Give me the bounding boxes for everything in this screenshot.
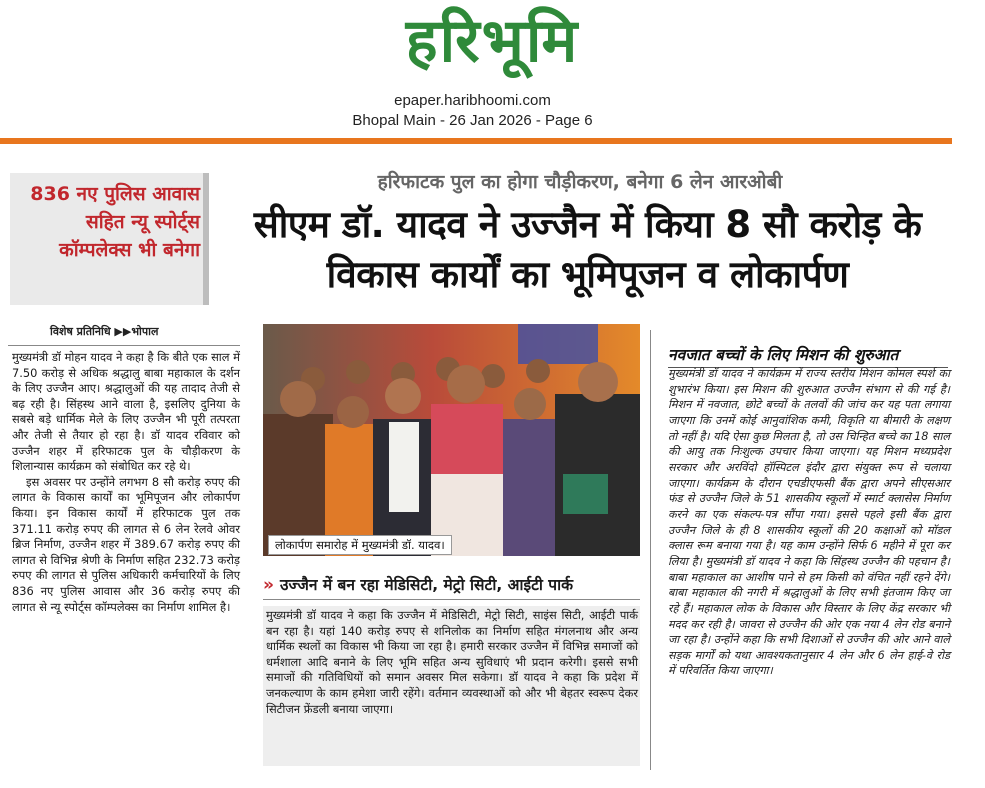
site-url[interactable]: epaper.haribhoomi.com <box>394 92 551 109</box>
photo-caption: लोकार्पण समारोह में मुख्यमंत्री डॉ. यादव। <box>268 535 452 555</box>
masthead-logo: हरिभूमि <box>405 6 580 76</box>
story-subhead <box>263 572 640 598</box>
subhead-text: उज्जैन में बन रहा मेडिसिटी, मेट्रो सिटी, आईटी पार्क <box>279 576 574 594</box>
right-column-title: नवजात बच्चों के लिए मिशन की शुरुआत <box>668 343 948 368</box>
byline-rule <box>8 345 240 346</box>
byline: विशेष प्रतिनिधि ▶▶भोपाल <box>50 325 159 338</box>
double-chevron-icon: » <box>263 575 274 595</box>
masthead-rule <box>0 138 952 144</box>
story-kicker: हरिफाटक पुल का होगा चौड़ीकरण, बनेगा 6 लेन आरओबी <box>377 171 783 193</box>
story-headline: सीएम डॉ. यादव ने उज्जैन में किया 8 सौ करोड़ के विकास कार्यों का भूमिपूजन व लोकार्पण <box>253 203 922 296</box>
highlight-box-edge <box>203 173 209 305</box>
column-divider <box>650 330 651 770</box>
highlight-text: 836 नए पुलिस आवास सहित न्यू स्पोर्ट्स कॉम्पलेक्स भी बनेगा <box>30 183 200 261</box>
right-column-text: मुख्यमंत्री डॉ यादव ने कार्यक्रम में राज्य स्तरीय मिशन कोमल स्पर्श का शुभारंभ किया। इस मिशन की शुरुआत उज्जैन संभाग से की गई है। मिशन में नवजात, छोटे बच्चों के तलवों की जांच कर यह पता लगाया जाएगा कि उनमें कोई आनुवांशिक कमी, विकृति या बीमारी के लक्षण तो नहीं है। यदि ऐसा कुछ मिलता है, तो उस चिन्हित बच्चे का 18 साल की आयु तक निःशुल्क उपचार किया जाएगा। यह मिशन मध्यप्रदेश सरकार और अरविंदो हॉस्पिटल इंदौर द्वारा संयुक्त रूप से चलाया जाएगा। कार्यक्रम के दौरान एचडीएफसी बैंक द्वारा अपने सीएसआर फंड से उज्जैन जिले के 51 शासकीय स्कूलों में स्मार्ट क्लासेस निर्माण करने का एक संकल्प-पत्र सौंपा गया। इससे पहले इसी बैंक द्वारा उज्जैन जिले के ही 8 शासकीय स्कूलों की 20 कक्षाओं को मॉडल क्लास रूम बनाया गया है। यह काम उन्होंने सिर्फ 6 महीने में पूरा कर लिया है। मुख्यमंत्री डॉ यादव ने कहा कि सिंहस्थ उज्जैन की पहचान है। बाबा महाकाल का आशीष पाने से हम किसी को वंचित नहीं रहने देंगे। बाबा महाकाल की नगरी में श्रद्धालुओं के लिए सभी इंतजाम किए जा रहे हैं। महाकाल लोक के विकास और विस्तार के लिए केंद्र सरकार भी मदद कर रही है। जावरा से उज्जैन की ओर एक नया 4 लेन रोड बनाने जा रहा है। उन्होंने कहा कि सभी दिशाओं से उज्जैन की ओर आने वाले सड़क मार्गों को यथा आवश्यकतानुसार 4 लेन और 6 लेन हाई-वे रोड में परिवर्तित किया जाएगा। <box>668 367 951 678</box>
left-paragraph: मुख्यमंत्री डॉ मोहन यादव ने कहा है कि बीते एक साल में 7.50 करोड़ से अधिक श्रद्धालु बाबा महाकाल के दर्शन के लिए उज्जैन आए। श्रद्धालुओं की यह तादाद तेजी से बढ़ रही है। सिंहस्थ आने वाला है, इसलिए दुनिया के सबसे बड़े धार्मिक मेले के लिए उज्जैन भी पूरी तत्परता और तेजी से तैयार हो रहा है। डॉ यादव रविवार को उज्जैन शहर में हरिफाटक पुल के चौड़ीकरण के शिलान्यास कार्यक्रम को संबोधित कर रहे थे। <box>12 350 240 474</box>
crowd-photo-illustration <box>263 324 640 556</box>
mid-column-text: मुख्यमंत्री डॉ यादव ने कहा कि उज्जैन में मेडिसिटी, मेट्रो सिटी, साइंस सिटी, आईटी पार्क बन रहा है। यहां 140 करोड़ रुपए से शनिलोक का निर्माण सहित मंगलनाथ और अन्य धार्मिक स्थलों का विकास भी किया जा रहा है। हमारी सरकार उज्जैन में विभिन्न समाजों को धर्मशाला आदि बनाने के लिए भूमि सहित अन्य सुविधाएं भी प्रदान करेगी। इससे सभी समाजों की गतिविधियों को समान अवसर मिल सकेगा। डॉ यादव ने कहा कि प्रदेश में जनकल्याण के काम हमेशा जारी रहेंगे। वर्तमान व्यवस्थाओं को और भी बेहतर स्वरूप देकर सिटीजन फ्रेंडली बनाया जाएगा। <box>266 608 638 716</box>
edition-info: Bhopal Main - 26 Jan 2026 - Page 6 <box>352 112 593 129</box>
subhead-rule <box>263 599 640 600</box>
story-photo <box>263 324 640 556</box>
left-column-text <box>12 350 240 615</box>
left-paragraph: इस अवसर पर उन्होंने लगभग 8 सौ करोड़ रुपए की लागत के विकास कार्यों का भूमिपूजन और लोकार्पण किया। इन विकास कार्यों में हरिफाटक पुल तक 371.11 करोड़ रुपए की लागत से 6 लेन रेलवे ओवर ब्रिज निर्माण, उज्जैन शहर में 389.67 करोड़ रुपए की लागत से विभिन्न श्रेणी के निर्माण सहित 232.73 करोड़ रुपए की लागत से पुलिस अधिकारी कर्मचारियों के लिए 836 नए पुलिस आवास और 36 करोड़ रुपए की लागत से न्यू स्पोर्ट्स कॉम्पलेक्स का निर्माण शामिल है। <box>12 474 240 614</box>
